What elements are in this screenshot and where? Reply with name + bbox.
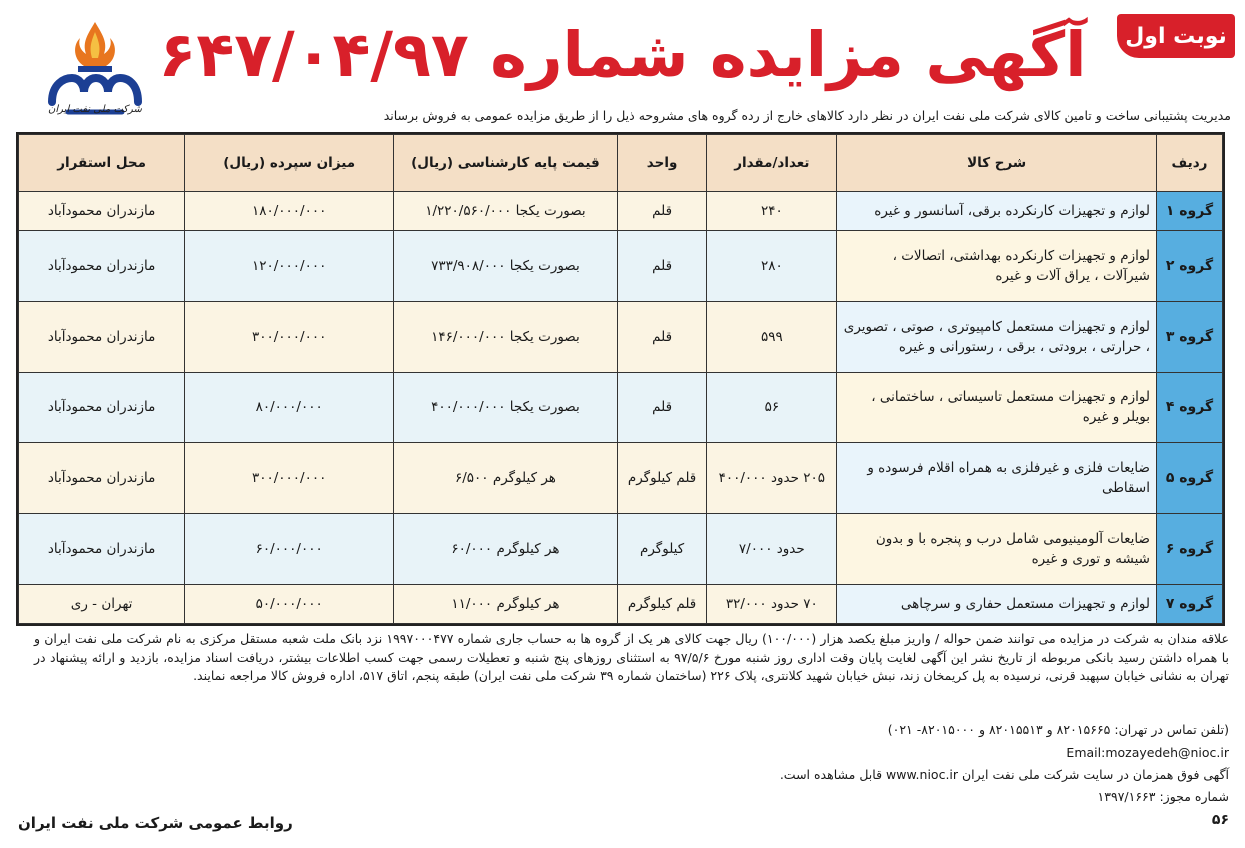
quantity-cell: ۷۰ حدود ۳۲/۰۰۰ [707,584,837,623]
table-row [19,192,1223,231]
unit-cell: قلم [617,231,707,302]
table-row [19,231,1223,302]
notice-title: آگهی مزایده شماره ۶۴۷/۰۴/۹۷ [158,18,1087,91]
instructions-text: علاقه مندان به شرکت در مزایده می توانند ضمن حواله / واریز مبلغ یکصد هزار (۱۰۰/۰۰۰) ریال جهت کالای هر یک از گروه ها به حساب جاری شماره ۱۹۹۷۰۰۰۴۷۷ نزد بانک ملت شعبه مستقل مرکزی به نام شرکت ملی نفت ایران و با همراه داشتن رسید بانکی مربوطه از تاریخ نشر این آگهی لغایت پایان وقت اداری روز شنبه مورخ ۹۷/۵/۶ به استثنای روزهای پنج شنبه و تعطیلات رسمی جهت کسب اطلاعات بیشتر، دریافت اسناد مزایده، بازدید و ارائه پیشنهاد در تهران به نشانی خیابان سپهبد قرنی، نرسیده به پل کریمخان زند، نبش خیابان شهید کلانتری، پلاک ۲۲۶ (ساختمان شماره ۳۹ شرکت ملی نفت ایران) طبقه پنجم، اتاق ۵۱۷، اداره فروش کالا مراجعه نمایند. [34,631,1229,683]
unit-cell: قلم [617,301,707,372]
description-cell: لوازم و تجهیزات مستعمل کامپیوتری ، صوتی ، تصویری ، حرارتی ، برودتی ، برقی ، رستورانی و غیره [837,301,1157,372]
base-price-cell: بصورت یکجا ۱/۲۲۰/۵۶۰/۰۰۰ [394,192,618,231]
location-cell: مازندران محمودآباد [19,372,185,443]
description-cell: ضایعات آلومینیومی شامل درب و پنجره با و بدون شیشه و توری و غیره [837,514,1157,585]
col-header-deposit: میزان سپرده (ریال) [185,135,394,192]
deposit-cell: ۶۰/۰۰۰/۰۰۰ [185,514,394,585]
deposit-cell: ۳۰۰/۰۰۰/۰۰۰ [185,301,394,372]
base-price-cell: بصورت یکجا ۷۳۳/۹۰۸/۰۰۰ [394,231,618,302]
table-row [19,443,1223,514]
col-header-description: شرح کالا [837,135,1157,192]
base-price-cell: هر کیلوگرم ۱۱/۰۰۰ [394,584,618,623]
base-price-cell: هر کیلوگرم ۶۰/۰۰۰ [394,514,618,585]
deposit-cell: ۵۰/۰۰۰/۰۰۰ [185,584,394,623]
description-cell: لوازم و تجهیزات مستعمل حفاری و سرچاهی [837,584,1157,623]
quantity-cell: ۲۰۵ حدود ۴۰۰/۰۰۰ [707,443,837,514]
unit-cell: قلم کیلوگرم [617,584,707,623]
instructions-paragraph [34,630,1229,686]
base-price-cell: بصورت یکجا ۱۴۶/۰۰۰/۰۰۰ [394,301,618,372]
col-header-quantity: تعداد/مقدار [707,135,837,192]
first-publication-badge: نوبت اول [1117,14,1235,58]
table-header-row [19,135,1223,192]
location-cell: مازندران محمودآباد [19,514,185,585]
table-row [19,301,1223,372]
col-header-unit: واحد [617,135,707,192]
quantity-cell: ۵۶ [707,372,837,443]
group-cell: گروه ۶ [1156,514,1222,585]
quantity-cell: حدود ۷/۰۰۰ [707,514,837,585]
location-cell: مازندران محمودآباد [19,231,185,302]
unit-cell: قلم [617,372,707,443]
page-number: ۵۶ [1211,812,1229,828]
base-price-cell: هر کیلوگرم ۶/۵۰۰ [394,443,618,514]
location-cell: مازندران محمودآباد [19,301,185,372]
group-cell: گروه ۴ [1156,372,1222,443]
deposit-cell: ۸۰/۰۰۰/۰۰۰ [185,372,394,443]
unit-cell: قلم کیلوگرم [617,443,707,514]
auction-table [16,132,1225,626]
deposit-cell: ۱۸۰/۰۰۰/۰۰۰ [185,192,394,231]
col-header-base-price: قیمت پایه کارشناسی (ریال) [394,135,618,192]
group-cell: گروه ۲ [1156,231,1222,302]
group-cell: گروه ۷ [1156,584,1222,623]
contact-phone-text: (تلفن تماس در تهران: ۸۲۰۱۵۶۶۵ و ۸۲۰۱۵۵۱۳ و ۸۲۰۱۵۰۰۰- ۰۲۱) [887,722,1229,737]
quantity-cell: ۵۹۹ [707,301,837,372]
table-row [19,514,1223,585]
col-header-row-no: ردیف [1156,135,1222,192]
base-price-cell: بصورت یکجا ۴۰۰/۰۰۰/۰۰۰ [394,372,618,443]
table-row [19,584,1223,623]
permit-number: شماره مجوز: ۱۳۹۷/۱۶۶۳ [1097,789,1229,804]
location-cell: مازندران محمودآباد [19,443,185,514]
group-cell: گروه ۵ [1156,443,1222,514]
intro-text: مدیریت پشتیبانی ساخت و تامین کالای شرکت ملی نفت ایران در نظر دارد کالاهای خارج از رده گروه های مشروحه ذیل را از طریق مزایده عمومی به فروش برساند [383,108,1231,123]
description-cell: لوازم و تجهیزات کارنکرده بهداشتی، اتصالات ، شیرآلات ، یراق آلات و غیره [837,231,1157,302]
quantity-cell: ۲۴۰ [707,192,837,231]
website-notice: آگهی فوق همزمان در سایت شرکت ملی نفت ایران www.nioc.ir قابل مشاهده است. [779,767,1229,782]
unit-cell: قلم [617,192,707,231]
contact-email-link[interactable]: Email:mozayedeh@nioc.ir [1066,745,1229,760]
unit-cell: کیلوگرم [617,514,707,585]
group-cell: گروه ۱ [1156,192,1222,231]
table-row [19,372,1223,443]
location-cell: مازندران محمودآباد [19,192,185,231]
deposit-cell: ۱۲۰/۰۰۰/۰۰۰ [185,231,394,302]
col-header-location: محل استقرار [19,135,185,192]
location-cell: تهران - ری [19,584,185,623]
public-relations-signature: روابط عمومی شرکت ملی نفت ایران [18,814,293,832]
description-cell: لوازم و تجهیزات کارنکرده برقی، آسانسور و غیره [837,192,1157,231]
quantity-cell: ۲۸۰ [707,231,837,302]
group-cell: گروه ۳ [1156,301,1222,372]
deposit-cell: ۳۰۰/۰۰۰/۰۰۰ [185,443,394,514]
description-cell: لوازم و تجهیزات مستعمل تاسیساتی ، ساختمانی ، بویلر و غیره [837,372,1157,443]
description-cell: ضایعات فلزی و غیرفلزی به همراه اقلام فرسوده و اسقاطی [837,443,1157,514]
logo-caption: شرکت ملی نفت ایران [48,104,142,115]
